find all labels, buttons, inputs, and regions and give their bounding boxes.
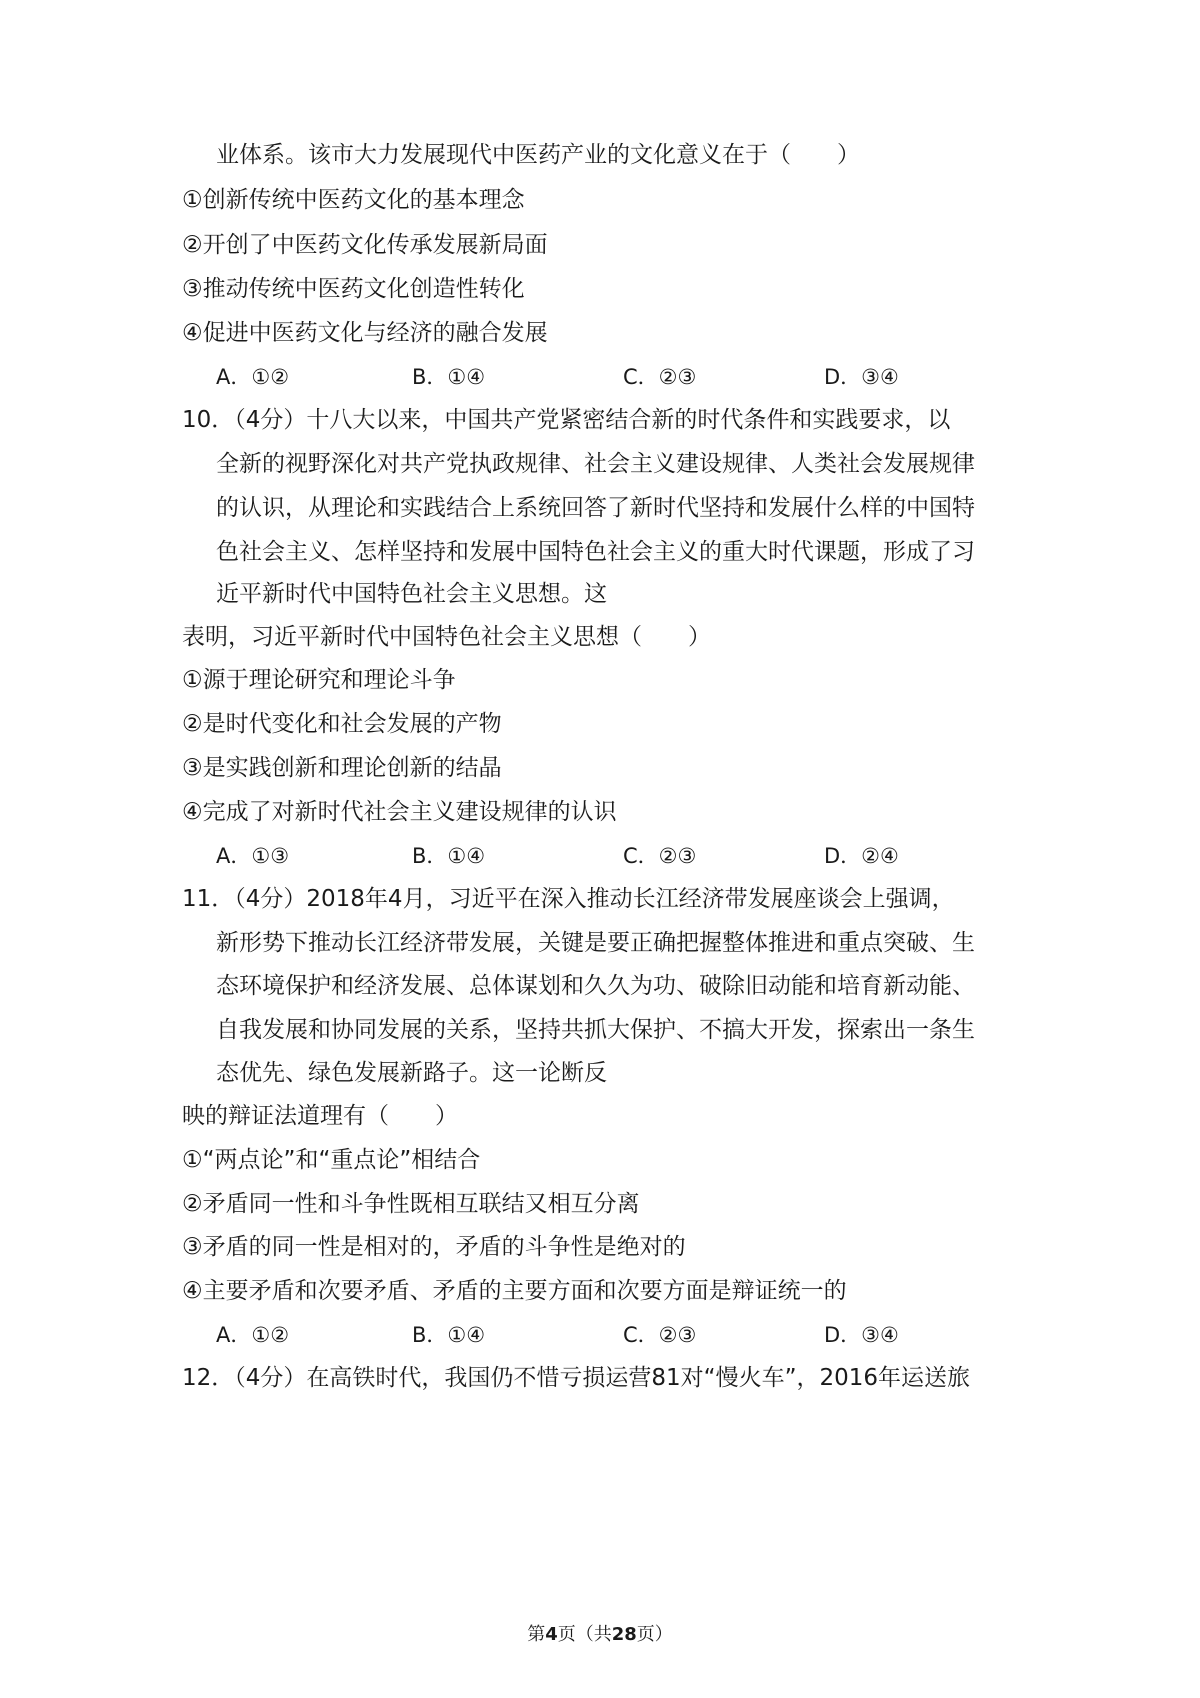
q11-stem-line-6: 映的辩证法道理有（ ） — [182, 1103, 458, 1129]
q9-option-b[interactable]: B．①④ — [412, 365, 486, 389]
q10-option-b[interactable]: B．①④ — [412, 844, 486, 868]
q10-stem-line-3: 的认识，从理论和实践结合上系统回答了新时代坚持和发展什么样的中国特 — [216, 495, 975, 521]
q10-statement-1: ①源于理论研究和理论斗争 — [182, 667, 456, 693]
q11-option-c[interactable]: C．②③ — [623, 1323, 697, 1347]
q11-option-b[interactable]: B．①④ — [412, 1323, 486, 1347]
q10-option-a[interactable]: A．①③ — [216, 844, 290, 868]
q9-option-d[interactable]: D．③④ — [824, 365, 899, 389]
q11-stem-line-2: 新形势下推动长江经济带发展，关键是要正确把握整体推进和重点突破、生 — [216, 930, 975, 956]
q10-stem-line-2: 全新的视野深化对共产党执政规律、社会主义建设规律、人类社会发展规律 — [216, 451, 975, 477]
q10-statement-3: ③是实践创新和理论创新的结晶 — [182, 755, 502, 781]
q10-stem-line-4: 色社会主义、怎样坚持和发展中国特色社会主义的重大时代课题，形成了习 — [216, 539, 975, 565]
q10-option-d[interactable]: D．②④ — [824, 844, 899, 868]
page-footer — [0, 1623, 1200, 1647]
footer-page-number: 4 — [545, 1624, 558, 1645]
footer-prefix: 第 — [527, 1624, 546, 1645]
q10-stem-line-5: 近平新时代中国特色社会主义思想。这 — [216, 581, 607, 607]
q11-stem-line-4: 自我发展和协同发展的关系，坚持共抓大保护、不搞大开发，探索出一条生 — [216, 1017, 975, 1043]
footer-suffix: 页） — [636, 1624, 673, 1645]
q10-statement-4: ④完成了对新时代社会主义建设规律的认识 — [182, 799, 617, 825]
footer-total-pages: 28 — [611, 1624, 637, 1645]
q11-stem-line-1: 11．（4分）2018年4月，习近平在深入推动长江经济带发展座谈会上强调， — [182, 886, 955, 912]
q10-option-c[interactable]: C．②③ — [623, 844, 697, 868]
q10-stem-line-1: 10．（4分）十八大以来，中国共产党紧密结合新的时代条件和实践要求，以 — [182, 407, 951, 433]
q11-option-a[interactable]: A．①② — [216, 1323, 290, 1347]
q10-statement-2: ②是时代变化和社会发展的产物 — [182, 711, 502, 737]
q9-statement-4: ④促进中医药文化与经济的融合发展 — [182, 320, 548, 346]
q9-option-c[interactable]: C．②③ — [623, 365, 697, 389]
q11-statement-3: ③矛盾的同一性是相对的，矛盾的斗争性是绝对的 — [182, 1234, 686, 1260]
q9-statement-1: ①创新传统中医药文化的基本理念 — [182, 187, 525, 213]
q11-stem-line-5: 态优先、绿色发展新路子。这一论断反 — [216, 1060, 607, 1086]
q11-statement-4: ④主要矛盾和次要矛盾、矛盾的主要方面和次要方面是辩证统一的 — [182, 1278, 847, 1304]
footer-middle: 页（共 — [557, 1624, 612, 1645]
q9-option-a[interactable]: A．①② — [216, 365, 290, 389]
q11-option-d[interactable]: D．③④ — [824, 1323, 899, 1347]
q11-stem-line-3: 态环境保护和经济发展、总体谋划和久久为功、破除旧动能和培育新动能、 — [216, 973, 975, 999]
q10-stem-line-6: 表明，习近平新时代中国特色社会主义思想（ ） — [182, 624, 711, 650]
q12-stem-line-1: 12．（4分）在高铁时代，我国仍不惜亏损运营81对“慢火车”，2016年运送旅 — [182, 1365, 971, 1391]
q9-statement-3: ③推动传统中医药文化创造性转化 — [182, 276, 525, 302]
q11-statement-1: ①“两点论”和“重点论”相结合 — [182, 1147, 481, 1173]
q9-statement-2: ②开创了中医药文化传承发展新局面 — [182, 232, 548, 258]
q11-statement-2: ②矛盾同一性和斗争性既相互联结又相互分离 — [182, 1191, 640, 1217]
q9-stem-line: 业体系。该市大力发展现代中医药产业的文化意义在于（ ） — [216, 142, 860, 168]
